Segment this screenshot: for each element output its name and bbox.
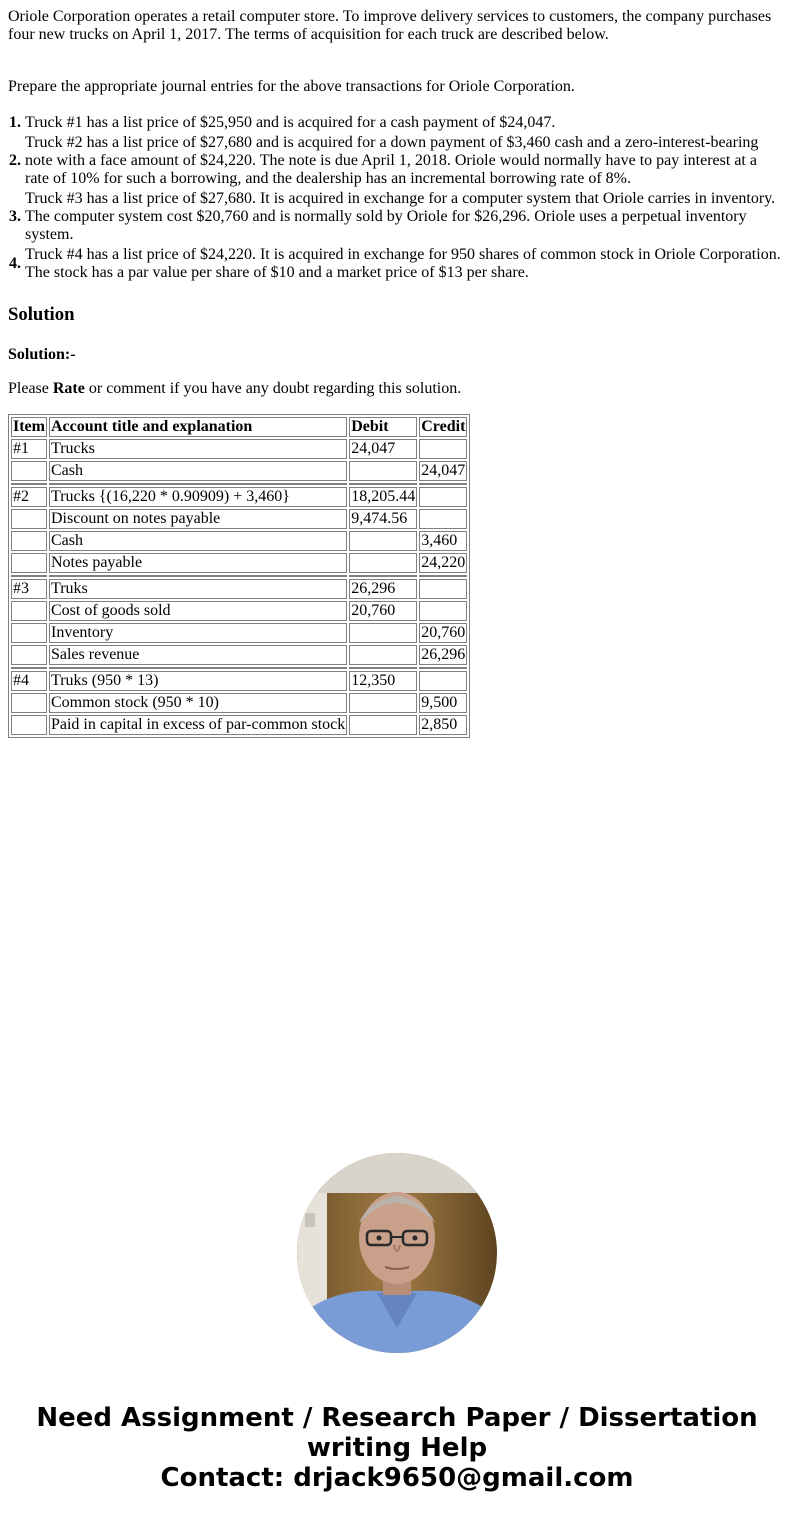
table-row — [11, 645, 467, 665]
cell-debit — [349, 531, 417, 551]
cell-debit — [349, 645, 417, 665]
separator-cell — [349, 483, 417, 485]
column-header-debit: Debit — [349, 417, 417, 437]
cell-credit: 26,296 — [419, 645, 467, 665]
entry-separator — [11, 575, 467, 577]
problem-intro: Oriole Corporation operates a retail computer store. To improve delivery services to customers, the company purchases four new trucks on April 1, 2017. The terms of acquisition for each truck are described below. — [8, 8, 772, 43]
cell-item: #4 — [11, 671, 47, 691]
cell-credit: 2,850 — [419, 715, 467, 735]
cell-account: Sales revenue — [49, 645, 347, 665]
contact-banner — [0, 1403, 794, 1493]
cta-contact-line: Contact: drjack9650@gmail.com — [160, 1463, 634, 1493]
cell-credit — [419, 579, 467, 599]
cell-credit — [419, 439, 467, 459]
cell-item — [11, 553, 47, 573]
separator-cell — [11, 483, 47, 485]
cell-item — [11, 645, 47, 665]
cell-credit: 24,220 — [419, 553, 467, 573]
cell-account: Notes payable — [49, 553, 347, 573]
cell-item — [11, 509, 47, 529]
table-row — [11, 715, 467, 735]
cell-account: Discount on notes payable — [49, 509, 347, 529]
table-row — [11, 531, 467, 551]
table-row — [11, 553, 467, 573]
cell-account: Trucks {(16,220 * 0.90909) + 3,460} — [49, 487, 347, 507]
cell-debit: 24,047 — [349, 439, 417, 459]
cell-account: Inventory — [49, 623, 347, 643]
rate-instruction — [8, 380, 784, 398]
cell-account: Cash — [49, 461, 347, 481]
problem-list — [6, 112, 784, 284]
column-header-account: Account title and explanation — [49, 417, 347, 437]
cell-item — [11, 461, 47, 481]
table-row — [11, 671, 467, 691]
cell-item — [11, 693, 47, 713]
cell-debit — [349, 623, 417, 643]
column-header-item: Item — [13, 418, 45, 435]
rate-text-after: or comment if you have any doubt regarding this solution. — [84, 380, 462, 397]
cell-account: Cost of goods sold — [49, 601, 347, 621]
cell-debit — [349, 715, 417, 735]
cell-debit — [349, 693, 417, 713]
table-row — [11, 487, 467, 507]
cell-item — [11, 715, 47, 735]
cell-credit — [419, 671, 467, 691]
column-header-credit: Credit — [421, 418, 466, 435]
cell-credit: 20,760 — [419, 623, 467, 643]
cell-item — [11, 601, 47, 621]
cell-account: Paid in capital in excess of par-common stock — [50, 716, 346, 733]
journal-header-row — [11, 417, 467, 437]
solution-label: Solution:- — [8, 346, 76, 363]
cell-credit: 9,500 — [419, 693, 467, 713]
separator-cell — [49, 575, 347, 577]
separator-cell — [49, 483, 347, 485]
solution-heading: Solution — [8, 304, 75, 325]
rate-text-bold: Rate — [52, 380, 85, 397]
problem-item — [8, 246, 782, 282]
cell-account: Common stock (950 * 10) — [49, 693, 347, 713]
cta-line-1: Need Assignment / Research Paper / Dissertation — [36, 1403, 758, 1433]
problem-item — [8, 134, 782, 188]
cell-item — [11, 531, 47, 551]
author-avatar — [297, 1153, 497, 1353]
cell-item: #1 — [11, 439, 47, 459]
cell-debit: 20,760 — [349, 601, 417, 621]
separator-cell — [419, 575, 467, 577]
cell-debit: 18,205.44 — [351, 488, 416, 505]
separator-cell — [11, 667, 47, 669]
problem-item — [8, 190, 782, 244]
problem-prompt: Prepare the appropriate journal entries for the above transactions for Oriole Corporation. — [8, 78, 575, 95]
separator-cell — [349, 667, 417, 669]
cell-debit — [349, 461, 417, 481]
cell-account: Cash — [49, 531, 347, 551]
problem-item — [8, 114, 782, 132]
separator-cell — [349, 575, 417, 577]
cell-account: Trucks — [49, 439, 347, 459]
cta-line-2: writing Help — [306, 1433, 488, 1463]
table-row — [11, 509, 467, 529]
cell-credit: 24,047 — [419, 461, 467, 481]
separator-cell — [11, 575, 47, 577]
cell-debit: 12,350 — [349, 671, 417, 691]
cell-credit — [419, 509, 467, 529]
problem-number: 1. — [9, 114, 21, 131]
problem-text: Truck #4 has a list price of $24,220. It is acquired in exchange for 950 shares of common stock in Oriole Corporation. The stock has a par value per share of $10 and a market price of $13 per share. — [25, 246, 781, 281]
document-body — [8, 8, 784, 738]
cell-item — [11, 623, 47, 643]
cell-debit — [349, 553, 417, 573]
rate-text-before: Please — [8, 380, 53, 397]
cell-account: Truks (950 * 13) — [49, 671, 347, 691]
cell-item: #3 — [11, 579, 47, 599]
entry-separator — [11, 667, 467, 669]
cell-credit — [419, 487, 467, 507]
problem-text: Truck #3 has a list price of $27,680. It is acquired in exchange for a computer system that Oriole carries in inventory. The computer system cost $20,760 and is normally sold by Oriole for $26,296. Oriole uses a perpetual inventory system. — [25, 190, 776, 243]
cell-account: Truks — [49, 579, 347, 599]
cell-debit: 26,296 — [349, 579, 417, 599]
table-row — [11, 439, 467, 459]
journal-entries-table — [8, 414, 470, 738]
table-row — [11, 693, 467, 713]
cell-credit: 3,460 — [419, 531, 467, 551]
table-row — [11, 601, 467, 621]
problem-number: 2. — [9, 152, 21, 169]
cell-debit: 9,474.56 — [349, 509, 417, 529]
table-row — [11, 461, 467, 481]
cell-credit — [419, 601, 467, 621]
author-portrait-image — [297, 1153, 497, 1353]
problem-text: Truck #2 has a list price of $27,680 and is acquired for a down payment of $3,460 cash and a zero-interest-bearing note with a face amount of $24,220. The note is due April 1, 2018. Oriole would normally have to pay interest at a rate of 10% for such a borrowing, and the dealership has an incremental borrowing rate of 8%. — [25, 134, 759, 187]
problem-number: 3. — [9, 208, 21, 225]
problem-text: Truck #1 has a list price of $25,950 and is acquired for a cash payment of $24,047. — [25, 114, 556, 131]
problem-number: 4. — [9, 255, 21, 272]
cell-item: #2 — [11, 487, 47, 507]
entry-separator — [11, 483, 467, 485]
separator-cell — [49, 667, 347, 669]
table-row — [11, 579, 467, 599]
separator-cell — [419, 667, 467, 669]
separator-cell — [419, 483, 467, 485]
table-row — [11, 623, 467, 643]
